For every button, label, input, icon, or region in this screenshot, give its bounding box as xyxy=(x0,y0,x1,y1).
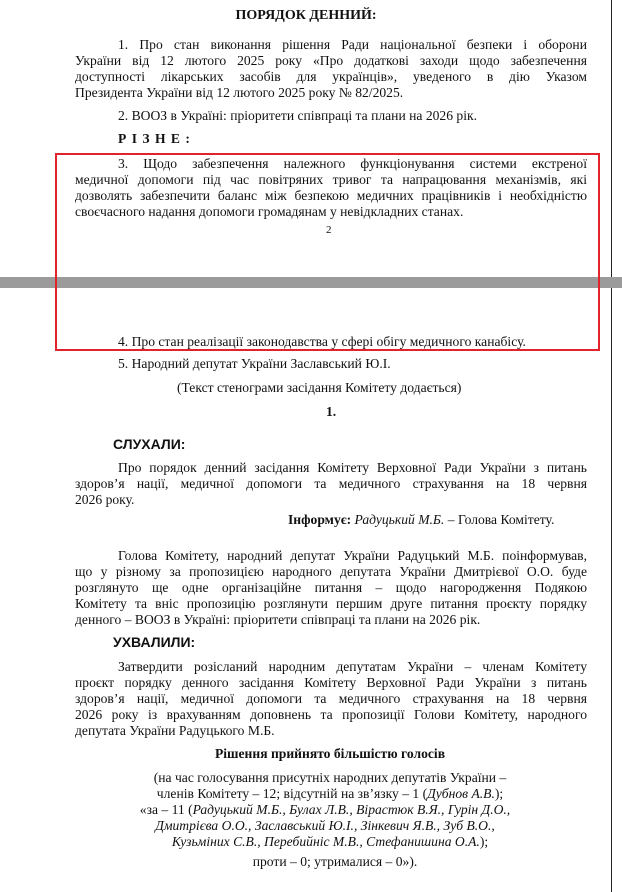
informs-line xyxy=(288,512,554,528)
vote-names: Радуцький М.Б., Булах Л.В., Віраcтюк В.Я., Гурін Д.О., xyxy=(192,802,511,817)
vote-line xyxy=(0,802,622,818)
vote-text: членів Комітету – 12; відсутній на зв’язку – 1 ( xyxy=(156,786,428,801)
vote-names: Кузьміних С.В., Перебийніс М.В., Стефанишина О.А. xyxy=(171,834,480,849)
agenda-item-1-line: доступності лікарських засобів для українців», уведеного в дію Указом xyxy=(75,69,587,84)
chair-text-line: розглянуто ще одне організаційне питання – щодо нагородження Подякою xyxy=(75,580,587,595)
agenda-item-3-line: дозволять забезпечити баланс між безпекою медичних працівників і необхідністю xyxy=(75,188,587,203)
informs-role: – Голова Комітету. xyxy=(447,512,555,527)
resolved-text-line: депутата України Радуцького М.Б. xyxy=(75,723,275,738)
agenda-item-4: 4. Про стан реалізації законодавства у сфері обігу медичного канабісу. xyxy=(118,334,526,349)
agenda-heading: ПОРЯДОК ДЕННИЙ: xyxy=(235,8,377,23)
agenda-item-1-line: України від 12 лютого 2025 року «Про додаткові заходи щодо забезпечення xyxy=(75,53,587,68)
agenda-item-5: 5. Народний депутат України Заславський Ю.І. xyxy=(118,356,391,371)
vote-absent-name: Дубнов А.В. xyxy=(427,786,495,801)
vote-line xyxy=(0,786,622,802)
agenda-item-1-line: Президента України від 12 лютого 2025 року № 82/2025. xyxy=(75,85,404,100)
misc-heading: Р І З Н Е : xyxy=(118,131,191,146)
vote-text: «за – 11 ( xyxy=(139,802,193,817)
resolved-text-line: Затвердити розісланий народним депутатам України – членам Комітету xyxy=(118,659,587,674)
informs-person: Радуцький М.Б. xyxy=(354,512,445,527)
transcript-note: (Текст стенограми засідання Комітету додається) xyxy=(177,380,462,395)
vote-text: ); xyxy=(479,834,489,849)
vote-line xyxy=(0,834,622,850)
resolved-text-line: здоров’я нації, медичної допомоги та медичного страхування на 18 червня xyxy=(75,691,587,706)
decision-heading: Рішення прийнято більшістю голосів xyxy=(214,746,446,761)
agenda-item-3-line: своєчасного надання допомоги громадянам у невідкладних станах. xyxy=(75,204,464,219)
vote-line: (на час голосування присутніх народних депутатів України – xyxy=(153,770,507,785)
vote-line: проти – 0; утрималися – 0»). xyxy=(252,854,418,869)
page-number: 2 xyxy=(326,224,332,236)
vote-line: Дмитрієва О.О., Заславський Ю.І., Зінкевич Я.В., Зуб В.О., xyxy=(155,818,495,833)
section-number: 1. xyxy=(326,404,337,419)
agenda-item-3-line: медичної допомоги під час повітряних тривог та напрацювання механізмів, які xyxy=(75,172,587,187)
chair-text-line: денного – ВООЗ в Україні: пріоритети співпраці та плани на 2026 рік. xyxy=(75,612,481,627)
agenda-item-1-line: 1. Про стан виконання рішення Ради національної безпеки і оборони xyxy=(118,37,587,52)
resolved-text-line: 2026 року із врахуванням доповнень та пропозиції Голови Комітету, народного xyxy=(75,707,587,722)
agenda-item-2: 2. ВООЗ в Україні: пріоритети співпраці та плани на 2026 рік. xyxy=(118,108,477,123)
highlight-box xyxy=(55,153,600,351)
chair-text-line: Голова Комітету, народний депутат України Радуцький М.Б. поінформував, xyxy=(118,548,587,563)
vote-text: ); xyxy=(494,786,504,801)
heard-heading: СЛУХАЛИ: xyxy=(113,436,186,452)
resolved-heading: УХВАЛИЛИ: xyxy=(113,634,196,650)
heard-text-line: 2026 року. xyxy=(75,492,135,507)
informs-label: Інформує: xyxy=(288,512,352,527)
chair-text-line: що у різному за пропозицією народного депутата України Дмитрієвої О.О. буде xyxy=(75,564,587,579)
heard-text-line: Про порядок денний засідання Комітету Верховної Ради України з питань xyxy=(118,460,587,475)
heard-text-line: здоров’я нації, медичної допомоги та медичного страхування на 18 червня xyxy=(75,476,587,491)
resolved-text-line: проєкт порядку денного засідання Комітету Верховної Ради України з питань xyxy=(75,675,587,690)
chair-text-line: Комітету та вніс пропозицію розглянути першим друге питання проєкту порядку xyxy=(75,596,587,611)
agenda-item-3-line: 3. Щодо забезпечення належного функціонування системи екстреної xyxy=(118,156,587,171)
